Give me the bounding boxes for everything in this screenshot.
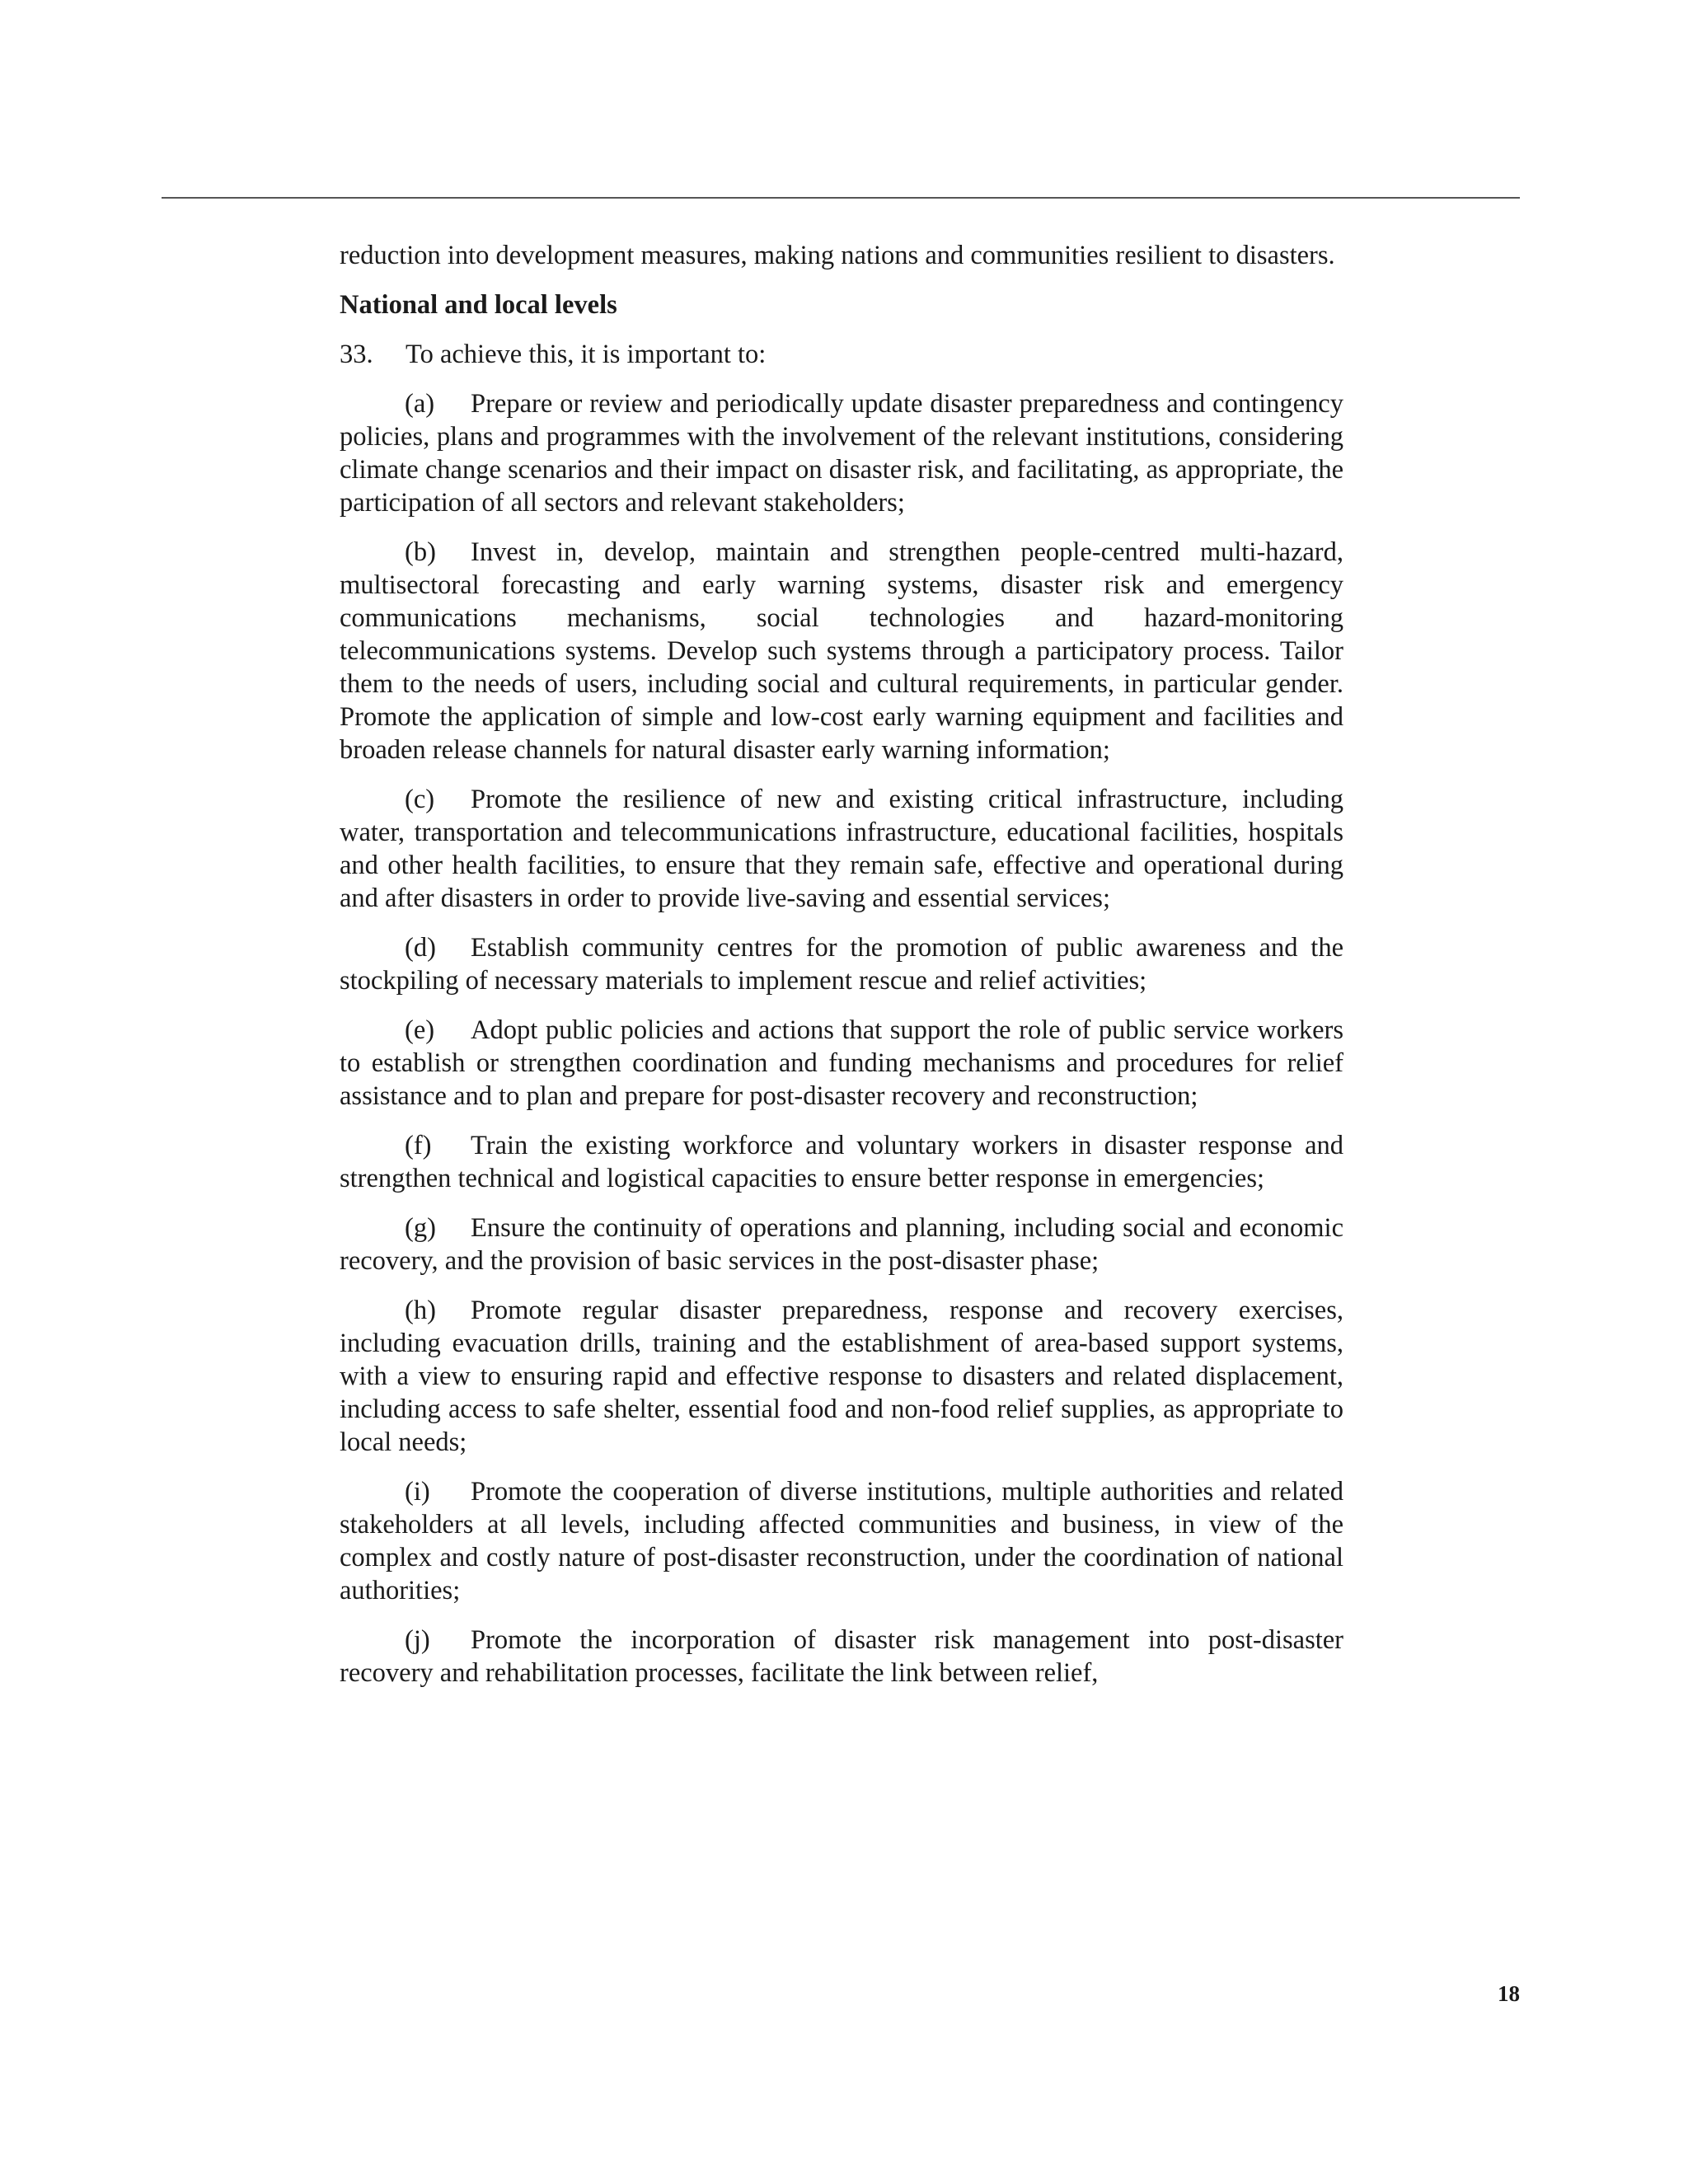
numbered-paragraph — [340, 338, 1343, 371]
paragraph-text: To achieve this, it is important to: — [406, 340, 767, 369]
item-label: (b) — [405, 537, 436, 567]
item-label: (f) — [405, 1131, 432, 1160]
paragraph-number: 33. — [340, 340, 373, 369]
item-label: (e) — [405, 1015, 435, 1045]
list-item — [340, 387, 1343, 519]
item-label: (a) — [405, 389, 435, 419]
item-text: Ensure the continuity of operations and planning, including social and economic recovery, and the provision of basic services in the post-disaster phase; — [340, 1213, 1343, 1276]
item-text: Promote the incorporation of disaster risk management into post-disaster recovery and rehabilitation processes, facilitate the link between relief, — [340, 1625, 1343, 1688]
item-label: (i) — [405, 1477, 430, 1507]
item-text: Promote regular disaster preparedness, response and recovery exercises, including evacuation drills, training and the establishment of area-based support systems, with a view to ensuring rapid and effective response to disasters and related displacement, including access to safe shelter, essential food and non-food relief supplies, as appropriate to local needs; — [340, 1296, 1343, 1457]
list-item — [340, 1624, 1343, 1690]
item-label: (h) — [405, 1296, 436, 1325]
item-label: (j) — [405, 1625, 430, 1655]
list-item — [340, 1294, 1343, 1459]
item-text: Train the existing workforce and voluntary workers in disaster response and strengthen technical and logistical capacities to ensure better response in emergencies; — [340, 1131, 1343, 1193]
continued-paragraph: reduction into development measures, making nations and communities resilient to disasters. — [340, 241, 1335, 270]
document-body — [340, 239, 1343, 1690]
item-text: Promote the cooperation of diverse institutions, multiple authorities and related stakeholders at all levels, including affected communities and business, in view of the complex and costly nature of post-disaster reconstruction, under the coordination of national authorities; — [340, 1477, 1343, 1605]
item-text: Invest in, develop, maintain and strengthen people-centred multi-hazard, multisectoral forecasting and early warning systems, disaster risk and emergency communications mechanisms, social technologies and hazard-monitoring telecommunications systems. Develop such systems through a participatory process. Tailor them to the needs of users, including social and cultural requirements, in particular gender. Promote the application of simple and low-cost early warning equipment and facilities and broaden release channels for natural disaster early warning information; — [340, 537, 1343, 765]
item-text: Promote the resilience of new and existing critical infrastructure, including water, transportation and telecommunications infrastructure, educational facilities, hospitals and other health facilities, to ensure that they remain safe, effective and operational during and after disasters in order to provide live-saving and essential services; — [340, 785, 1343, 913]
section-heading: National and local levels — [340, 290, 617, 320]
item-text: Adopt public policies and actions that support the role of public service workers to establish or strengthen coordination and funding mechanisms and procedures for relief assistance and to plan and prepare for post-disaster recovery and reconstruction; — [340, 1015, 1343, 1111]
list-item — [340, 1129, 1343, 1195]
list-item — [340, 536, 1343, 766]
list-item — [340, 1212, 1343, 1277]
item-text: Establish community centres for the promotion of public awareness and the stockpiling of necessary materials to implement rescue and relief activities; — [340, 933, 1343, 996]
item-label: (c) — [405, 785, 435, 814]
list-item — [340, 1014, 1343, 1113]
list-item — [340, 1475, 1343, 1607]
page-number: 18 — [1498, 1981, 1520, 2006]
list-item — [340, 931, 1343, 997]
list-item — [340, 783, 1343, 915]
item-label: (d) — [405, 933, 436, 963]
header-rule — [162, 197, 1520, 199]
item-label: (g) — [405, 1213, 436, 1243]
item-text: Prepare or review and periodically update disaster preparedness and contingency policies, plans and programmes with the involvement of the relevant institutions, considering climate change scenarios and their impact on disaster risk, and facilitating, as appropriate, the participation of all sectors and relevant stakeholders; — [340, 389, 1343, 518]
